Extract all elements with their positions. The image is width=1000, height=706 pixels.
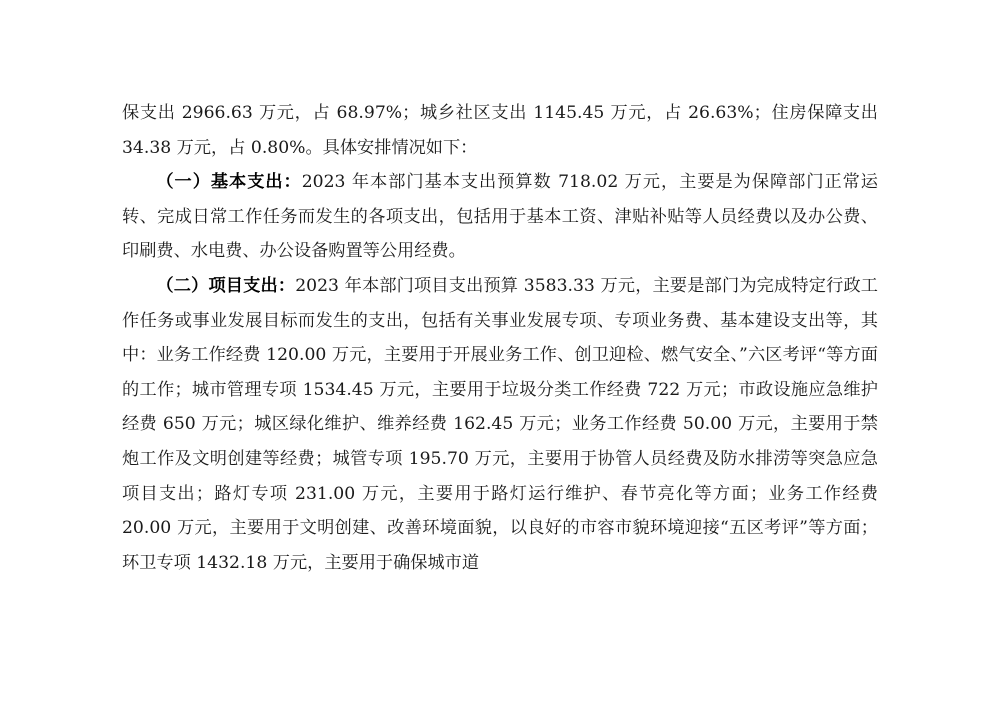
section-heading-project: （二）项目支出： [156, 275, 296, 296]
paragraph-expenditure-summary [122, 96, 878, 165]
paragraph-project-expenditure [122, 269, 878, 580]
paragraph-text: 2023 年本部门基本支出预算数 718.02 万元，主要是为保障部门正常运转、完成日常工作任务而发生的各项支出，包括用于基本工资、津贴补贴等人员经费以及办公费、印刷费、水电费、办公设备购置等公用经费。 [122, 172, 878, 262]
section-heading-basic: （一）基本支出： [156, 172, 302, 193]
paragraph-text: 保支出 2966.63 万元，占 68.97%；城乡社区支出 1145.45 万元，占 26.63%；住房保障支出 34.38 万元，占 0.80%。具体安排情况如下： [122, 103, 878, 158]
paragraph-basic-expenditure [122, 165, 878, 269]
paragraph-text: 2023 年本部门项目支出预算 3583.33 万元，主要是部门为完成特定行政工作任务或事业发展目标而发生的支出，包括有关事业发展专项、专项业务费、基本建设支出等，其中：业务工作经费 120.00 万元，主要用于开展业务工作、创卫迎检、燃气安全、”六区考评“等方面的工作；城市管理专项 1534.45 万元，主要用于垃圾分类工作经费 722 万元；市政设施应急维护经费 650 万元；城区绿化维护、维养经费 162.45 万元；业务工作经费 50.00 万元，主要用于禁炮工作及文明创建等经费；城管专项 195.70 万元，主要用于协管人员经费及防水排涝等突急应急项目支出；路灯专项 231.00 万元，主要用于路灯运行维护、春节亮化等方面；业务工作经费 20.00 万元，主要用于文明创建、改善环境面貌，以良好的市容市貌环境迎接“五区考评”等方面；环卫专项 1432.18 万元，主要用于确保城市道 [122, 275, 878, 573]
body-text [122, 96, 878, 580]
